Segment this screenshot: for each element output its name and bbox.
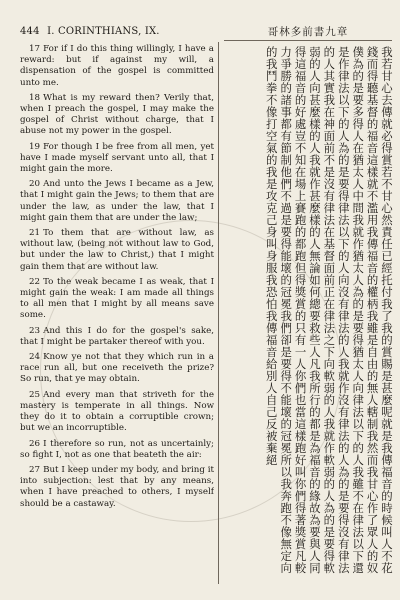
verse-21: 21 To them that are without law, as without law, (being not without law to God, but under the law to Christ,) that I might gain them that are without law. [20,228,214,272]
verse-20: 20 And unto the Jews I became as a Jew, that I might gain the Jews; to them that are under the law, as under the law, that I might gain them that are under the law; [20,179,214,223]
verse-23: 23 And this I do for the gospel's sake, that I might be partaker thereof with you. [20,325,214,347]
verse-19: 19 For though I be free from all men, yet have I made myself servant unto all, that I might gain the more. [20,141,214,175]
column-divider [218,42,219,584]
english-page-header [20,26,216,37]
verse-22: 22 To the weak became I as weak, that I might gain the weak: I am made all things to all men that I might by all means save some. [20,276,214,321]
verse-18: 18 What is my reward then? Verily that, when I preach the gospel, I may make the gospel of Christ without charge, that I abuse not my power in the gospel. [20,92,214,137]
verse-17: 17 For if I do this thing willingly, I have a reward: but if against my will, a dispensation of the gospel is committed unto me. [20,44,214,88]
chinese-page-header: 哥林多前書九章 [267,26,349,38]
running-title: I. CORINTHIANS, IX. [47,26,160,37]
page-number: 444 [20,26,40,37]
header-rule [224,40,392,41]
chinese-column [224,46,394,584]
english-column [20,44,214,592]
verse-27: 27 But I keep under my body, and bring it into subjection: lest that by any means, when I have preached to others, I myself should be a castaway. [20,464,214,509]
verse-26: 26 I therefore so run, not as uncertainly; so fight I, not as one that beateth the air: [20,438,214,460]
verse-24: 24 Know ye not that they which run in a race run all, but one receiveth the prize? So run, that ye may obtain. [20,352,214,385]
chinese-text: 我若甘心去傳就必得賞若不甘心然責任已經托付我了我的賞賜是甚麼呢就是我傳福音的時候叫人不花錢而得聽基督的福音這樣就不濫用我傳福音的權柄我雖是自由的無人轄制我然而我甘心作了眾人的奴僕為的是要多得人在猶太人中間我就作猶太人為的是要得猶太人向律法以下的人我雖不在律法以下還是作律法以下的人為的是要得律法以下的人向沒有律法的人我就作沒有律法的人為的是要得沒有律法的人其實我在神面前不是沒有律法在基督面前正在律法之下向軟弱的人我就作軟弱的人為的是要得軟弱的人向甚麼樣的人我就作甚麼樣的人無論如何總要救些人凡我所行的都是為福音的緣故為要與人同得這福音的好處豈不知在場上賽跑的都跑但得獎賞的只有一人你們也當這樣跑好叫你們得著獎賞凡較力爭勝的諸事都有節制他們不過是要得能壞的冠冕我們卻是要得不能壞的冠冕所以我奔跑不像無定向的我鬥拳不像打空氣的我是攻克己身叫身服我恐怕我傳福音給別人自己反被棄絕 [264,46,394,574]
verse-25: 25 And every man that striveth for the mastery is temperate in all things. Now they do it to obtain a corruptible crown; but we an incorruptible. [20,389,214,434]
